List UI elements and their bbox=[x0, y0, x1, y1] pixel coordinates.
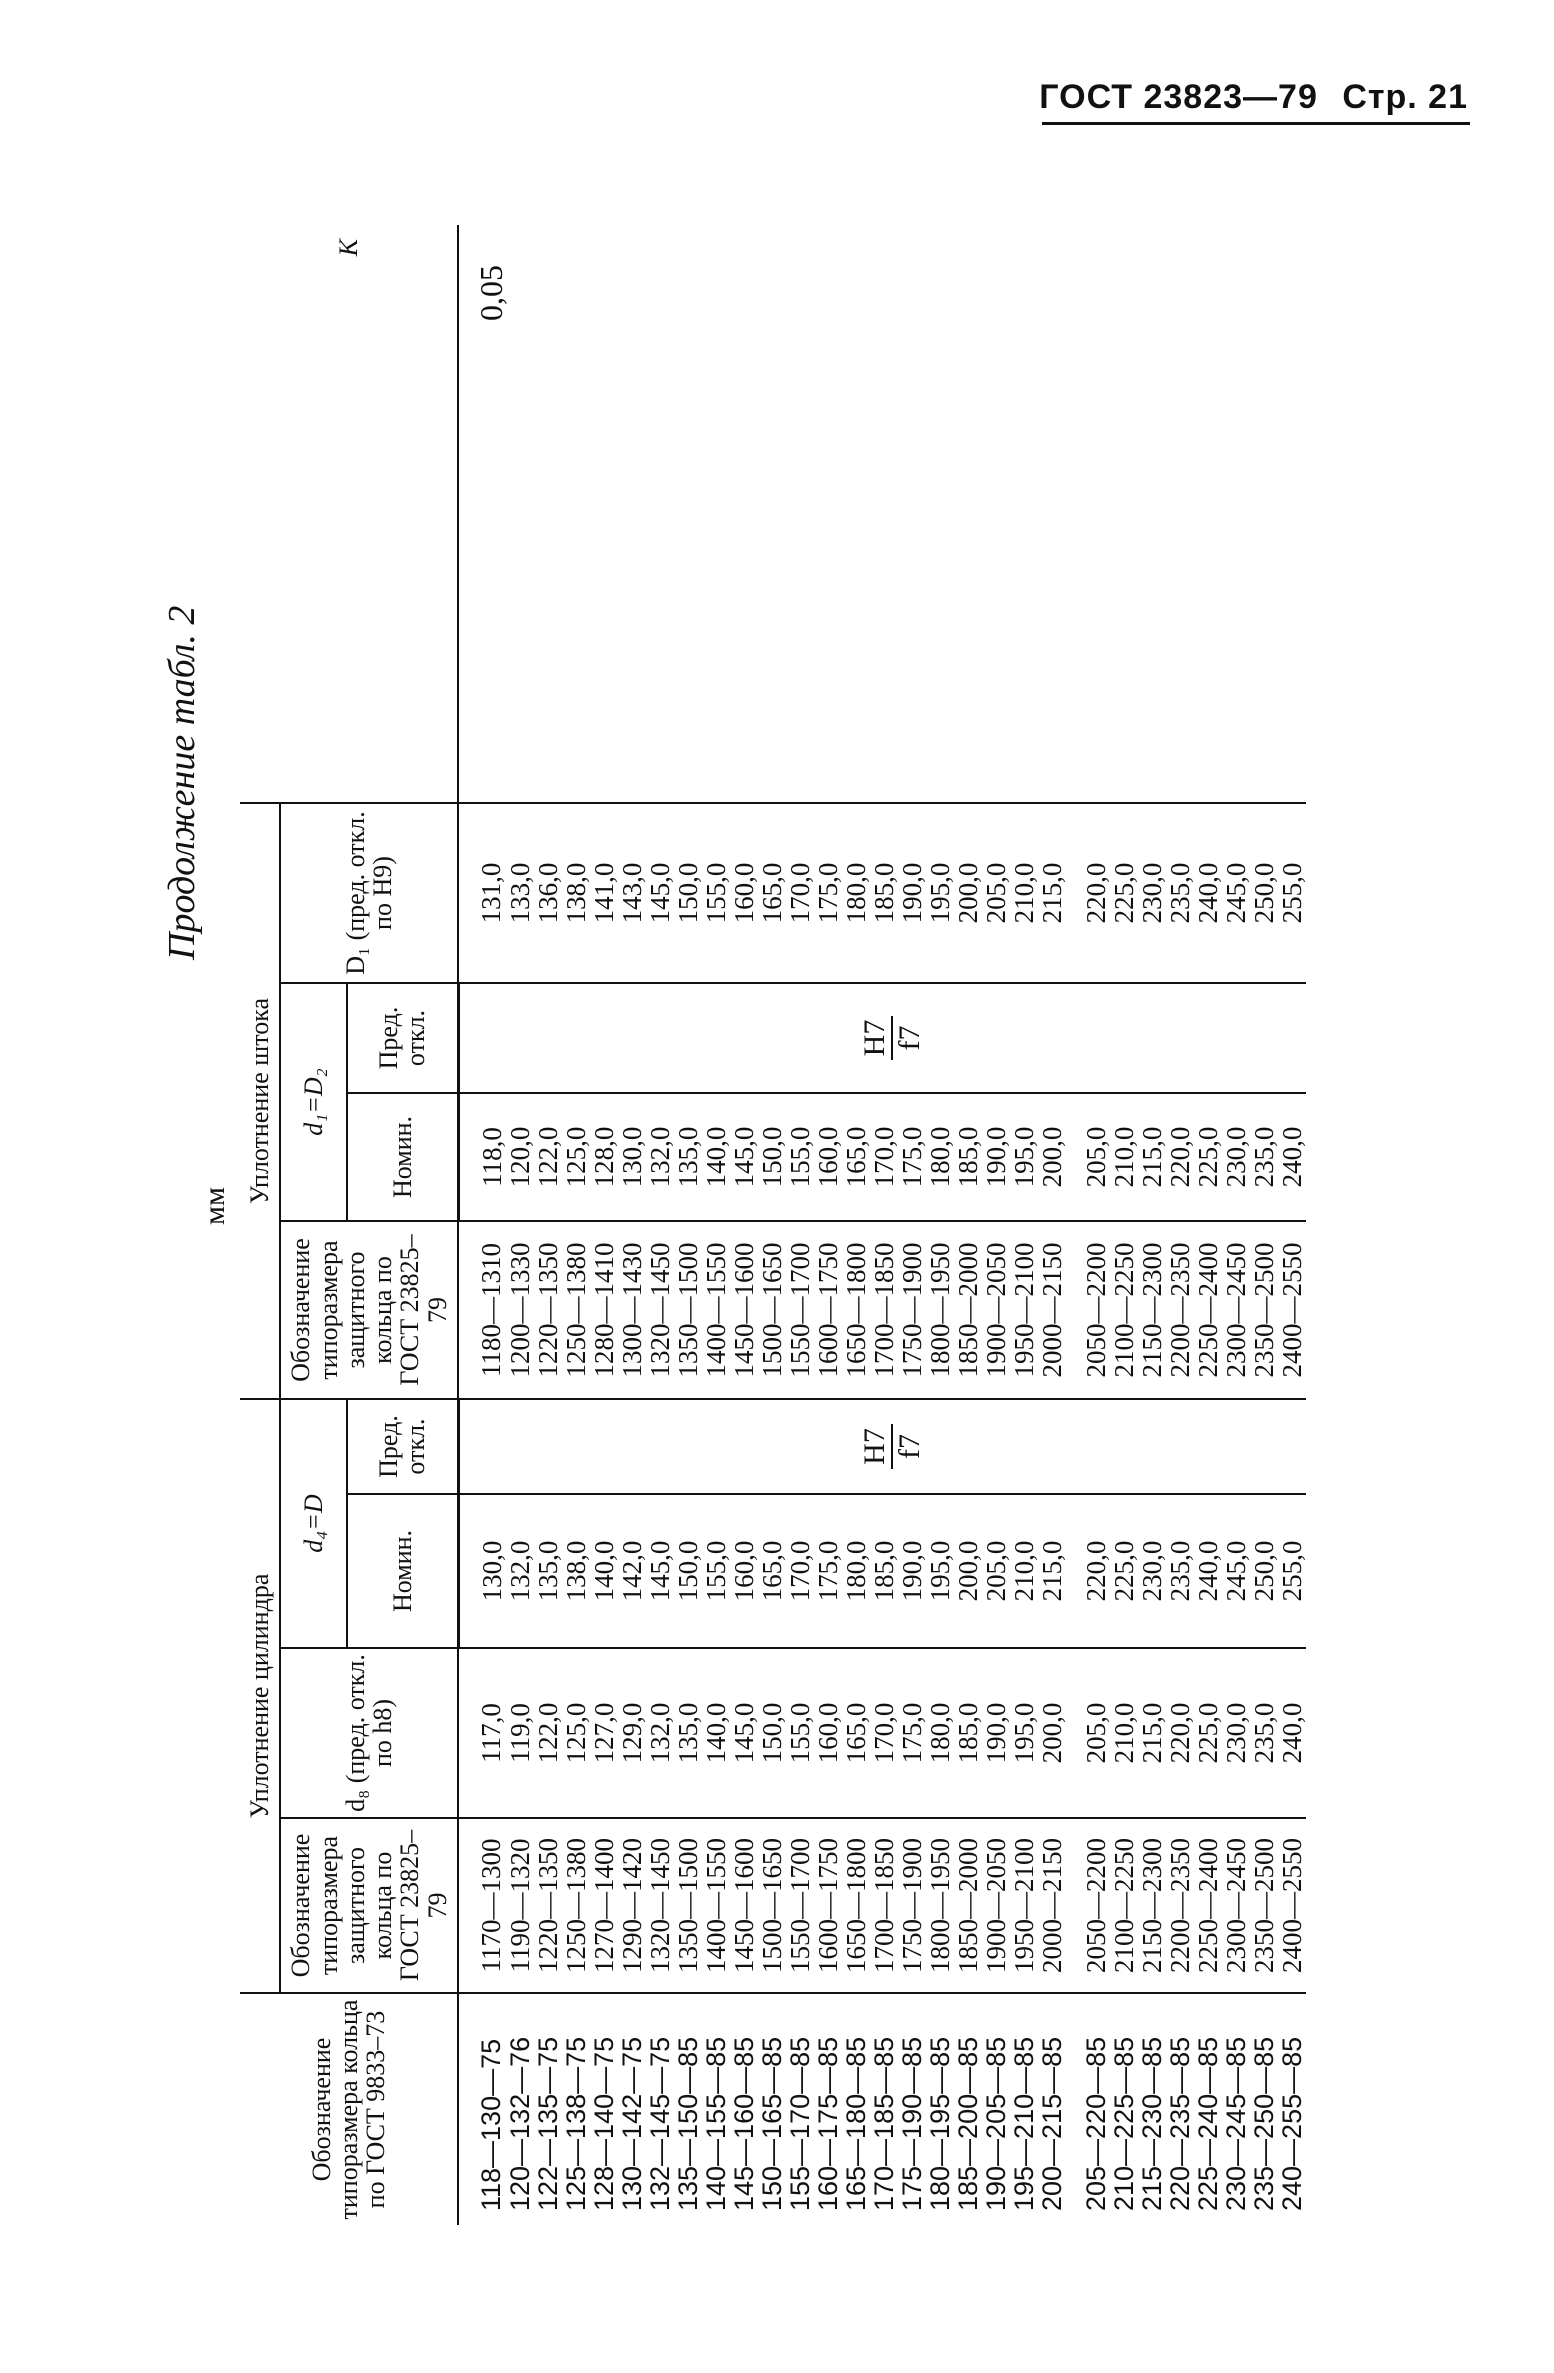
D1-value-cell: 250,0 bbox=[1250, 803, 1278, 983]
cyl-prot-ring-cell: 2050—2200 bbox=[1074, 1818, 1110, 1993]
D1-value-cell: 145,0 bbox=[646, 803, 674, 983]
cyl-prot-ring-cell: 1290—1420 bbox=[618, 1818, 646, 1993]
D1-value-cell: 175,0 bbox=[814, 803, 842, 983]
cyl-prot-ring-cell: 1270—1400 bbox=[590, 1818, 618, 1993]
cyl-prot-ring-cell: 1850—2000 bbox=[954, 1818, 982, 1993]
D1-value-cell: 180,0 bbox=[842, 803, 870, 983]
table-caption: Продолжение табл. 2 bbox=[161, 605, 203, 960]
ring-designation-cell: 180—195—85 bbox=[924, 2036, 955, 2211]
rod-nominal-cell: 122,0 bbox=[534, 1093, 562, 1221]
rod-nominal-cell: 225,0 bbox=[1194, 1093, 1222, 1221]
cyl-prot-ring-cell: 1550—1700 bbox=[786, 1818, 814, 1993]
D1-value-cell: 215,0 bbox=[1038, 803, 1074, 983]
rod-prot-ring-cell: 2000—2150 bbox=[1038, 1221, 1074, 1399]
rod-prot-ring-cell: 1200—1330 bbox=[506, 1221, 534, 1399]
cyl-prot-ring-cell: 1220—1350 bbox=[534, 1818, 562, 1993]
d8-value-cell: 225,0 bbox=[1194, 1648, 1222, 1818]
D1-value-cell: 235,0 bbox=[1166, 803, 1194, 983]
rod-prot-ring-cell: 2350—2500 bbox=[1250, 1221, 1278, 1399]
ring-designation-cell: 150—165—85 bbox=[756, 2036, 787, 2211]
cyl-prot-ring-cell: 1190—1320 bbox=[506, 1818, 534, 1993]
rod-prot-ring-cell: 1180—1310 bbox=[458, 1221, 506, 1399]
D1-value-cell: 230,0 bbox=[1138, 803, 1166, 983]
rod-nominal-cell: 120,0 bbox=[506, 1093, 534, 1221]
d8-value-cell: 125,0 bbox=[562, 1648, 590, 1818]
ring-designation-cell: 220—235—85 bbox=[1164, 2036, 1195, 2211]
cyl-prot-ring-cell: 1400—1550 bbox=[702, 1818, 730, 1993]
D1-value-cell: 138,0 bbox=[562, 803, 590, 983]
d8-value-cell: 195,0 bbox=[1010, 1648, 1038, 1818]
rod-nominal-cell: 118,0 bbox=[458, 1093, 506, 1221]
rod-nominal-cell: 220,0 bbox=[1166, 1093, 1194, 1221]
rod-prot-ring-cell: 2200—2350 bbox=[1166, 1221, 1194, 1399]
page-header bbox=[1039, 78, 1468, 117]
D1-value-cell: 210,0 bbox=[1010, 803, 1038, 983]
d8-value-cell: 122,0 bbox=[534, 1648, 562, 1818]
D1-value-cell: 190,0 bbox=[898, 803, 926, 983]
d8-value-cell: 132,0 bbox=[646, 1648, 674, 1818]
D1-value-cell: 200,0 bbox=[954, 803, 982, 983]
k-header: K bbox=[240, 225, 458, 803]
cyl-nominal-cell: 142,0 bbox=[618, 1494, 646, 1648]
d8-value-cell: 170,0 bbox=[870, 1648, 898, 1818]
rod-prot-ring-header: Обозначение типоразмера защитного кольца по ГОСТ 23825–79 bbox=[280, 1221, 458, 1399]
ring-designation-cell: 205—220—85 bbox=[1080, 2036, 1111, 2211]
unit-label: мм bbox=[198, 1187, 231, 1225]
rod-prot-ring-cell: 1300—1430 bbox=[618, 1221, 646, 1399]
D1-value-cell: 170,0 bbox=[786, 803, 814, 983]
cyl-deviation-header: Пред. откл. bbox=[347, 1399, 458, 1494]
d8-value-cell: 240,0 bbox=[1278, 1648, 1306, 1818]
ring-designation-cell: 240—255—85 bbox=[1276, 2036, 1307, 2211]
cyl-prot-ring-cell: 1320—1450 bbox=[646, 1818, 674, 1993]
cyl-prot-ring-cell: 1500—1650 bbox=[758, 1818, 786, 1993]
cyl-prot-ring-cell: 1750—1900 bbox=[898, 1818, 926, 1993]
cyl-nominal-cell: 140,0 bbox=[590, 1494, 618, 1648]
rod-nominal-cell: 195,0 bbox=[1010, 1093, 1038, 1221]
ring-designation-cell: 135—150—85 bbox=[672, 2036, 703, 2211]
rod-fit bbox=[858, 1016, 926, 1061]
cyl-fit bbox=[858, 1424, 926, 1469]
D1-value-cell: 225,0 bbox=[1110, 803, 1138, 983]
fit-denominator: f7 bbox=[892, 1434, 926, 1460]
standard-number: ГОСТ 23823—79 bbox=[1039, 78, 1318, 116]
cyl-nominal-cell: 250,0 bbox=[1250, 1494, 1278, 1648]
ring-designation-cell: 130—142—75 bbox=[616, 2036, 647, 2211]
cyl-prot-ring-cell: 1800—1950 bbox=[926, 1818, 954, 1993]
ring-designation-cell: 235—250—85 bbox=[1248, 2036, 1279, 2211]
fit-numerator: H7 bbox=[858, 1424, 893, 1469]
ring-designation-cell: 165—180—85 bbox=[840, 2036, 871, 2211]
d8-value-cell: 135,0 bbox=[674, 1648, 702, 1818]
ring-designation-cell: 215—230—85 bbox=[1136, 2036, 1167, 2211]
ring-designation-cell: 118—130—75 bbox=[476, 2038, 507, 2211]
D1-value-cell: 150,0 bbox=[674, 803, 702, 983]
rod-prot-ring-cell: 2050—2200 bbox=[1074, 1221, 1110, 1399]
rod-prot-ring-cell: 1900—2050 bbox=[982, 1221, 1010, 1399]
cyl-nominal-cell: 255,0 bbox=[1278, 1494, 1306, 1648]
d8-value-cell: 117,0 bbox=[458, 1648, 506, 1818]
ring-designation-cell: 122—135—75 bbox=[532, 2036, 563, 2211]
rod-nominal-header: Номин. bbox=[347, 1093, 458, 1221]
dimensions-table bbox=[240, 225, 1306, 2225]
d8-value-cell: 215,0 bbox=[1138, 1648, 1166, 1818]
rod-nominal-cell: 230,0 bbox=[1222, 1093, 1250, 1221]
header-rule bbox=[1042, 122, 1470, 125]
ring-designation-cell: 225—240—85 bbox=[1192, 2036, 1223, 2211]
rod-nominal-cell: 180,0 bbox=[926, 1093, 954, 1221]
rod-prot-ring-cell: 1280—1410 bbox=[590, 1221, 618, 1399]
cyl-prot-ring-cell: 1450—1600 bbox=[730, 1818, 758, 1993]
d8-value-cell: 127,0 bbox=[590, 1648, 618, 1818]
cyl-nominal-cell: 225,0 bbox=[1110, 1494, 1138, 1648]
D1-value-cell: 133,0 bbox=[506, 803, 534, 983]
d8-value-cell: 190,0 bbox=[982, 1648, 1010, 1818]
rod-nominal-cell: 155,0 bbox=[786, 1093, 814, 1221]
cyl-prot-ring-cell: 1170—1300 bbox=[458, 1818, 506, 1993]
d4-header: d₄=D bbox=[280, 1399, 347, 1648]
table-body bbox=[458, 225, 1306, 2225]
rod-fit-cell bbox=[458, 983, 1306, 1093]
rod-prot-ring-cell: 1850—2000 bbox=[954, 1221, 982, 1399]
rod-nominal-cell: 235,0 bbox=[1250, 1093, 1278, 1221]
cyl-prot-ring-cell: 1700—1850 bbox=[870, 1818, 898, 1993]
ring-designation-cell: 145—160—85 bbox=[728, 2036, 759, 2211]
d8-value-cell: 185,0 bbox=[954, 1648, 982, 1818]
k-value: 0,05 bbox=[473, 265, 510, 321]
cyl-prot-ring-cell: 2200—2350 bbox=[1166, 1818, 1194, 1993]
cyl-prot-ring-cell: 2400—2550 bbox=[1278, 1818, 1306, 1993]
rod-nominal-cell: 175,0 bbox=[898, 1093, 926, 1221]
D1-value-cell: 155,0 bbox=[702, 803, 730, 983]
cyl-nominal-cell: 185,0 bbox=[870, 1494, 898, 1648]
D1-value-cell: 136,0 bbox=[534, 803, 562, 983]
cyl-nominal-header: Номин. bbox=[347, 1494, 458, 1648]
ring-designation-cell: 190—205—85 bbox=[980, 2036, 1011, 2211]
rod-nominal-cell: 200,0 bbox=[1038, 1093, 1074, 1221]
ring-designation-cell: 230—245—85 bbox=[1220, 2036, 1251, 2211]
d8-value-cell: 205,0 bbox=[1074, 1648, 1110, 1818]
ring-designation-cell: 140—155—85 bbox=[700, 2036, 731, 2211]
rod-nominal-cell: 185,0 bbox=[954, 1093, 982, 1221]
cyl-nominal-cell: 132,0 bbox=[506, 1494, 534, 1648]
rod-prot-ring-cell: 2150—2300 bbox=[1138, 1221, 1166, 1399]
rod-nominal-cell: 128,0 bbox=[590, 1093, 618, 1221]
cyl-nominal-cell: 230,0 bbox=[1138, 1494, 1166, 1648]
cyl-nominal-cell: 170,0 bbox=[786, 1494, 814, 1648]
ring-designation-cell: 160—175—85 bbox=[812, 2036, 843, 2211]
rod-prot-ring-cell: 2400—2550 bbox=[1278, 1221, 1306, 1399]
cyl-prot-ring-cell: 2150—2300 bbox=[1138, 1818, 1166, 1993]
rod-nominal-cell: 190,0 bbox=[982, 1093, 1010, 1221]
ring-designation-cell: 200—215—85 bbox=[1036, 2036, 1067, 2211]
cyl-prot-ring-cell: 1600—1750 bbox=[814, 1818, 842, 1993]
cyl-prot-ring-cell: 1250—1380 bbox=[562, 1818, 590, 1993]
cyl-fit-cell bbox=[458, 1399, 1306, 1494]
cyl-prot-ring-cell: 2350—2500 bbox=[1250, 1818, 1278, 1993]
D1-value-cell: 240,0 bbox=[1194, 803, 1222, 983]
d8-value-cell: 160,0 bbox=[814, 1648, 842, 1818]
fit-denominator: f7 bbox=[892, 1025, 926, 1051]
cyl-nominal-cell: 175,0 bbox=[814, 1494, 842, 1648]
d8-value-cell: 145,0 bbox=[730, 1648, 758, 1818]
rod-prot-ring-cell: 1220—1350 bbox=[534, 1221, 562, 1399]
rod-deviation-header: Пред. откл. bbox=[347, 983, 458, 1093]
table-row bbox=[458, 225, 506, 2225]
cyl-nominal-cell: 240,0 bbox=[1194, 1494, 1222, 1648]
k-cell bbox=[458, 225, 1306, 803]
D1-value-cell: 160,0 bbox=[730, 803, 758, 983]
D1-value-cell: 131,0 bbox=[458, 803, 506, 983]
d8-value-cell: 150,0 bbox=[758, 1648, 786, 1818]
ring-designation-cell: 120—132—76 bbox=[504, 2036, 535, 2211]
rod-prot-ring-cell: 2300—2450 bbox=[1222, 1221, 1250, 1399]
cyl-nominal-cell: 150,0 bbox=[674, 1494, 702, 1648]
rod-nominal-cell: 210,0 bbox=[1110, 1093, 1138, 1221]
rod-prot-ring-cell: 2100—2250 bbox=[1110, 1221, 1138, 1399]
rod-prot-ring-cell: 1450—1600 bbox=[730, 1221, 758, 1399]
ring-designation-cell: 125—138—75 bbox=[560, 2036, 591, 2211]
rod-nominal-cell: 160,0 bbox=[814, 1093, 842, 1221]
ring-designation-cell: 210—225—85 bbox=[1108, 2036, 1139, 2211]
cyl-nominal-cell: 235,0 bbox=[1166, 1494, 1194, 1648]
D1-value-cell: 220,0 bbox=[1074, 803, 1110, 983]
D1-value-cell: 245,0 bbox=[1222, 803, 1250, 983]
D1-header: D₁ (пред. откл. по H9) bbox=[280, 803, 458, 983]
rod-prot-ring-cell: 1950—2100 bbox=[1010, 1221, 1038, 1399]
rod-nominal-cell: 125,0 bbox=[562, 1093, 590, 1221]
rod-prot-ring-cell: 1750—1900 bbox=[898, 1221, 926, 1399]
d8-value-cell: 129,0 bbox=[618, 1648, 646, 1818]
rod-prot-ring-cell: 1250—1380 bbox=[562, 1221, 590, 1399]
cyl-nominal-cell: 200,0 bbox=[954, 1494, 982, 1648]
ring-designation-header: Обозначение типоразмера кольца по ГОСТ 9833–73 bbox=[240, 1993, 458, 2225]
ring-designation-cell: 195—210—85 bbox=[1008, 2036, 1039, 2211]
cyl-nominal-cell: 195,0 bbox=[926, 1494, 954, 1648]
cyl-prot-ring-cell: 2000—2150 bbox=[1038, 1818, 1074, 1993]
rod-nominal-cell: 205,0 bbox=[1074, 1093, 1110, 1221]
d8-value-cell: 175,0 bbox=[898, 1648, 926, 1818]
cyl-prot-ring-header: Обозначение типоразмера защитного кольца по ГОСТ 23825–79 bbox=[280, 1818, 458, 1993]
cyl-nominal-cell: 245,0 bbox=[1222, 1494, 1250, 1648]
rod-nominal-cell: 150,0 bbox=[758, 1093, 786, 1221]
d8-value-cell: 165,0 bbox=[842, 1648, 870, 1818]
cyl-nominal-cell: 180,0 bbox=[842, 1494, 870, 1648]
rod-nominal-cell: 215,0 bbox=[1138, 1093, 1166, 1221]
D1-value-cell: 255,0 bbox=[1278, 803, 1306, 983]
cyl-nominal-cell: 135,0 bbox=[534, 1494, 562, 1648]
fit-numerator: H7 bbox=[858, 1016, 893, 1061]
ring-designation-cell: 132—145—75 bbox=[644, 2036, 675, 2211]
D1-value-cell: 143,0 bbox=[618, 803, 646, 983]
rod-nominal-cell: 135,0 bbox=[674, 1093, 702, 1221]
d1-header: d₁=D₂ bbox=[280, 983, 347, 1221]
cyl-nominal-cell: 165,0 bbox=[758, 1494, 786, 1648]
cyl-prot-ring-cell: 2250—2400 bbox=[1194, 1818, 1222, 1993]
rod-nominal-cell: 165,0 bbox=[842, 1093, 870, 1221]
rod-nominal-cell: 170,0 bbox=[870, 1093, 898, 1221]
cyl-prot-ring-cell: 1350—1500 bbox=[674, 1818, 702, 1993]
D1-value-cell: 195,0 bbox=[926, 803, 954, 983]
rod-prot-ring-cell: 1700—1850 bbox=[870, 1221, 898, 1399]
d8-value-cell: 220,0 bbox=[1166, 1648, 1194, 1818]
cyl-nominal-cell: 220,0 bbox=[1074, 1494, 1110, 1648]
rod-seal-header: Уплотнение штока bbox=[240, 803, 280, 1399]
ring-designation-cell: 175—190—85 bbox=[896, 2036, 927, 2211]
rod-nominal-cell: 145,0 bbox=[730, 1093, 758, 1221]
rod-nominal-cell: 240,0 bbox=[1278, 1093, 1306, 1221]
cyl-nominal-cell: 138,0 bbox=[562, 1494, 590, 1648]
rotated-table-sheet bbox=[160, 185, 1420, 2225]
cyl-nominal-cell: 190,0 bbox=[898, 1494, 926, 1648]
cyl-nominal-cell: 210,0 bbox=[1010, 1494, 1038, 1648]
ring-designation-cell: 170—185—85 bbox=[868, 2036, 899, 2211]
d8-value-cell: 155,0 bbox=[786, 1648, 814, 1818]
d8-value-cell: 180,0 bbox=[926, 1648, 954, 1818]
rod-prot-ring-cell: 1500—1650 bbox=[758, 1221, 786, 1399]
cyl-prot-ring-cell: 2100—2250 bbox=[1110, 1818, 1138, 1993]
rod-prot-ring-cell: 1320—1450 bbox=[646, 1221, 674, 1399]
D1-value-cell: 205,0 bbox=[982, 803, 1010, 983]
rod-nominal-cell: 130,0 bbox=[618, 1093, 646, 1221]
cyl-nominal-cell: 155,0 bbox=[702, 1494, 730, 1648]
rod-prot-ring-cell: 2250—2400 bbox=[1194, 1221, 1222, 1399]
d8-value-cell: 235,0 bbox=[1250, 1648, 1278, 1818]
cyl-nominal-cell: 145,0 bbox=[646, 1494, 674, 1648]
rod-prot-ring-cell: 1600—1750 bbox=[814, 1221, 842, 1399]
d8-value-cell: 200,0 bbox=[1038, 1648, 1074, 1818]
ring-designation-cell: 128—140—75 bbox=[588, 2036, 619, 2211]
cyl-prot-ring-cell: 2300—2450 bbox=[1222, 1818, 1250, 1993]
page-number: Стр. 21 bbox=[1342, 78, 1468, 116]
rod-prot-ring-cell: 1800—1950 bbox=[926, 1221, 954, 1399]
rod-nominal-cell: 140,0 bbox=[702, 1093, 730, 1221]
cyl-nominal-cell: 215,0 bbox=[1038, 1494, 1074, 1648]
D1-value-cell: 185,0 bbox=[870, 803, 898, 983]
cyl-nominal-cell: 160,0 bbox=[730, 1494, 758, 1648]
d8-header: d₈ (пред. откл. по h8) bbox=[280, 1648, 458, 1818]
cyl-prot-ring-cell: 1650—1800 bbox=[842, 1818, 870, 1993]
rod-nominal-cell: 132,0 bbox=[646, 1093, 674, 1221]
cyl-prot-ring-cell: 1900—2050 bbox=[982, 1818, 1010, 1993]
cyl-nominal-cell: 130,0 bbox=[458, 1494, 506, 1648]
ring-designation-cell: 185—200—85 bbox=[952, 2036, 983, 2211]
rod-prot-ring-cell: 1550—1700 bbox=[786, 1221, 814, 1399]
D1-value-cell: 165,0 bbox=[758, 803, 786, 983]
d8-value-cell: 140,0 bbox=[702, 1648, 730, 1818]
D1-value-cell: 141,0 bbox=[590, 803, 618, 983]
d8-value-cell: 230,0 bbox=[1222, 1648, 1250, 1818]
rod-prot-ring-cell: 1350—1500 bbox=[674, 1221, 702, 1399]
d8-value-cell: 210,0 bbox=[1110, 1648, 1138, 1818]
d8-value-cell: 119,0 bbox=[506, 1648, 534, 1818]
rod-prot-ring-cell: 1400—1550 bbox=[702, 1221, 730, 1399]
ring-designation-cell: 155—170—85 bbox=[784, 2036, 815, 2211]
cyl-nominal-cell: 205,0 bbox=[982, 1494, 1010, 1648]
rod-prot-ring-cell: 1650—1800 bbox=[842, 1221, 870, 1399]
cylinder-seal-header: Уплотнение цилиндра bbox=[240, 1399, 280, 1993]
cyl-prot-ring-cell: 1950—2100 bbox=[1010, 1818, 1038, 1993]
